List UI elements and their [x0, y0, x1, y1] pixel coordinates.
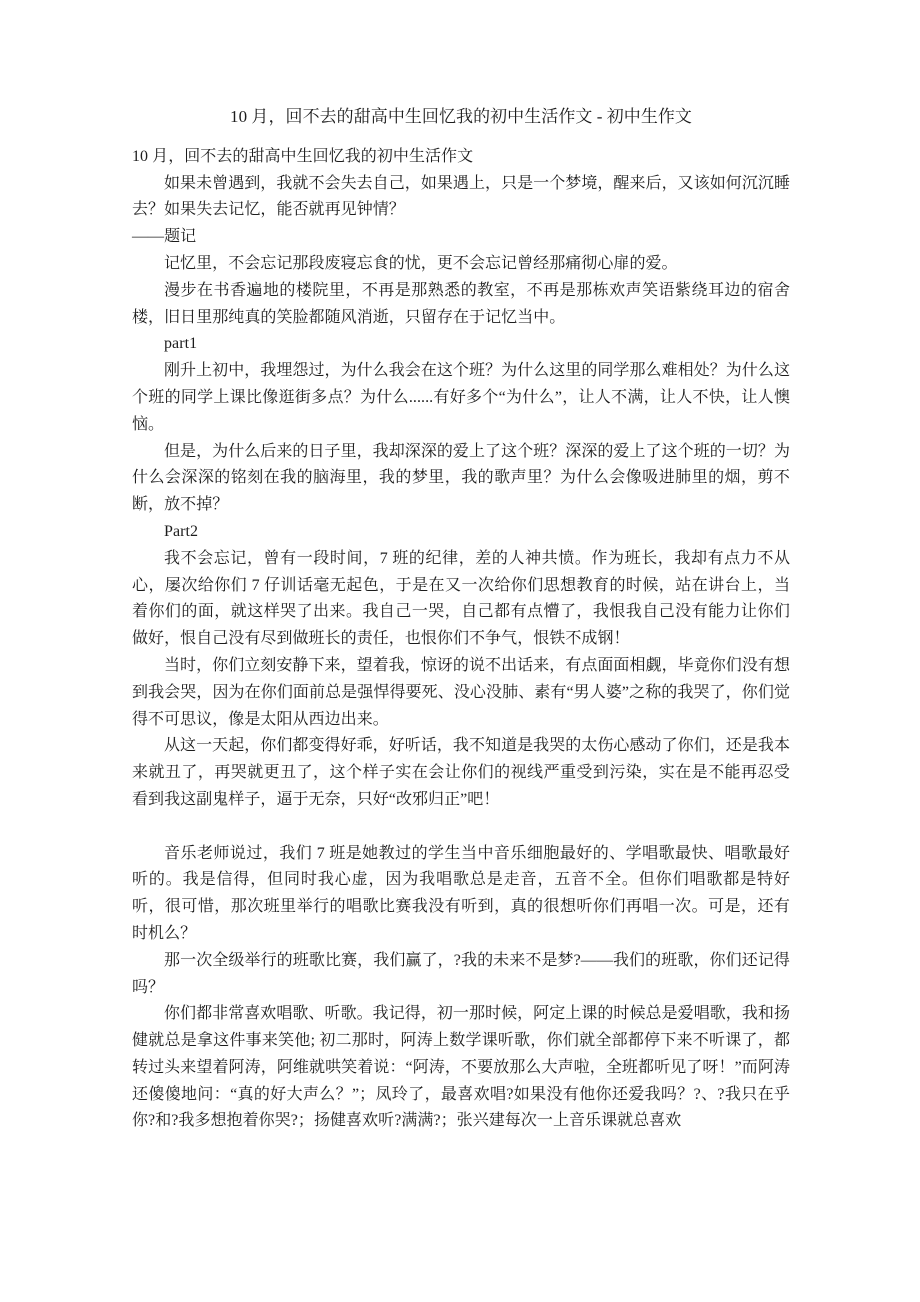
paragraph: 音乐老师说过，我们 7 班是她教过的学生当中音乐细胞最好的、学唱歌最快、唱歌最好听的。我是信得，但同时我心虚，因为我唱歌总是走音，五音不全。但你们唱歌都是特好听，很可惜，那次班里举行的唱歌比赛我没有听到，真的很想听你们再唱一次。可是，还有时机么？ [132, 844, 790, 942]
paragraph: 那一次全级举行的班歌比赛，我们赢了，?我的未来不是梦?——我们的班歌，你们还记得吗？ [132, 951, 790, 996]
paragraph: 当时，你们立刻安静下来，望着我，惊讶的说不出话来，有点面面相觑，毕竟你们没有想到我会哭，因为在你们面前总是强悍得要死、没心没肺、素有“男人婆”之称的我哭了，你们觉得不可思议，像是太阳从西边出来。 [132, 656, 790, 728]
paragraph: 从这一天起，你们都变得好乖，好听话，我不知道是我哭的太伤心感动了你们，还是我本来就丑了，再哭就更丑了，这个样子实在会让你们的视线严重受到污染，实在是不能再忍受看到我这副鬼样子，逼于无奈，只好“改邪归正”吧！ [132, 737, 790, 808]
paragraph: 记忆里，不会忘记那段废寝忘食的忧，更不会忘记曾经那痛彻心扉的爱。 [164, 254, 678, 272]
document-body [132, 104, 790, 1135]
paragraph-heading: 10 月，回不去的甜高中生回忆我的初中生活作文 [132, 147, 474, 165]
section-label-part2: Part2 [164, 522, 199, 540]
paragraph: 如果未曾遇到，我就不会失去自己，如果遇上，只是一个梦境，醒来后，又该如何沉沉睡去？如果失去记忆，能否就再见钟情？ [132, 174, 790, 219]
paragraph: 你们都非常喜欢唱歌、听歌。我记得，初一那时候，阿定上课的时候总是爱唱歌，我和扬健就总是拿这件事来笑他; 初二那时，阿涛上数学课听歌，你们就全部都停下来不听课了，都转过头来望着阿涛，阿维就哄笑着说：“阿涛，不要放那么大声啦，全班都听见了呀！”而阿涛还傻傻地问：“真的好大声么？”；凤玲了，最喜欢唱?如果没有他你还爱我吗？?、?我只在乎你?和?我多想抱着你哭?；扬健喜欢听?满满?；张兴建每次一上音乐课就总喜欢 [132, 1005, 790, 1130]
paragraph: 但是，为什么后来的日子里，我却深深的爱上了这个班？深深的爱上了这个班的一切？为什么会深深的铭刻在我的脑海里，我的梦里，我的歌声里？为什么会像吸进肺里的烟，剪不断，放不掉？ [132, 442, 790, 514]
paragraph: 漫步在书香遍地的楼院里，不再是那熟悉的教室，不再是那栋欢声笑语紫绕耳边的宿舍楼，旧日里那纯真的笑脸都随风消逝，只留存在于记忆当中。 [132, 281, 790, 326]
document-title: 10 月，回不去的甜高中生回忆我的初中生活作文 - 初中生作文 [230, 107, 692, 126]
blank-line [132, 814, 790, 841]
paragraph: 刚升上初中，我埋怨过，为什么我会在这个班？为什么这里的同学那么难相处？为什么这个班的同学上课比像逛街多点？为什么......有好多个“为什么”，让人不满，让人不快，让人懊恼。 [132, 362, 790, 433]
paragraph-epigraph-label: ——题记 [132, 228, 197, 246]
paragraph: 我不会忘记，曾有一段时间，7 班的纪律，差的人神共愤。作为班长，我却有点力不从心，屡次给你们 7 仔训话毫无起色，于是在又一次给你们思想教育的时候，站在讲台上，当着你们的面，就这样哭了出来。我自己一哭，自己都有点懵了，我恨我自己没有能力让你们做好，恨自己没有尽到做班长的责任，也恨你们不争气，恨铁不成钢！ [132, 549, 790, 648]
section-label-part1: part1 [164, 335, 198, 353]
